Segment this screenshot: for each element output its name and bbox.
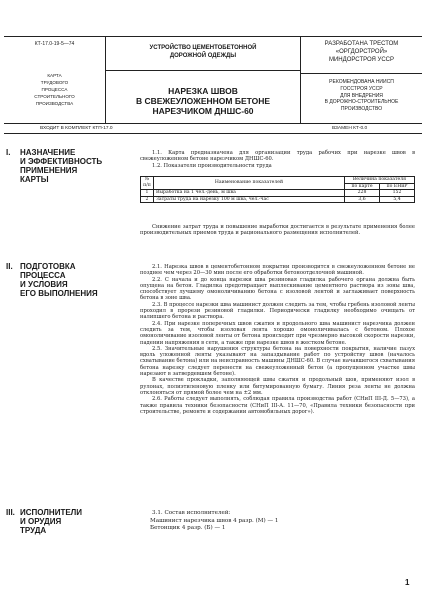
table-cell: Затраты труда на нарезку 100 м шва, чел.-час (154, 196, 345, 203)
category-line: УСТРОЙСТВО ЦЕМЕНТОБЕТОННОЙ (149, 45, 257, 51)
recommendation-line: В ДОРОЖНО-СТРОИТЕЛЬНОЕ (324, 99, 399, 106)
section-number: III. (6, 508, 15, 517)
recommendation-label (301, 79, 422, 113)
paragraph: 2.4. При нарезке поперечных швов сжатия и продольного шва машинист нарезчика должен следить за тем, чтобы изоловая лента хорошо омоноличивалась с бетоном. Плохое омоноличивание изоловой ленты от бетона происходит при чрезмерно высокой скорости нарезки, падении напряжения в сети, а также при нарезке швов в жестком бетоне. (140, 320, 415, 346)
paragraph: 3.1. Состав исполнителей: (152, 510, 231, 516)
developer-line: РАЗРАБОТАНА ТРЕСТОМ (324, 41, 399, 47)
replaces-label: ВЗАМЕН КТ-0.0 (332, 126, 368, 131)
table-header-no: № п/п (141, 177, 154, 190)
section-number: II. (6, 262, 13, 271)
paragraph: Снижение затрат труда и повышение выработки достигается в результате применения более производительных приемов труда и рационального размещения исполнителей. (140, 224, 415, 237)
section-title-line: И УСЛОВИЯ (20, 280, 68, 289)
table-header-name: Наименование показателей (154, 177, 345, 190)
section-title-line: И ОРУДИЯ (20, 517, 62, 526)
section-title-line: КАРТЫ (20, 175, 49, 184)
kit-label: ВХОДИТ В КОМПЛЕКТ КТП-17.0 (40, 126, 113, 131)
recommendation-line: ДЛЯ ВНЕДРЕНИЯ (340, 92, 383, 99)
card-title (106, 86, 300, 116)
kit-rule (4, 133, 422, 134)
developer-line: «ОРГДОРСТРОЙ» (335, 49, 388, 55)
card-type-line: ТРУДОВОГО (40, 80, 69, 85)
section-title-line: ЕГО ВЫПОЛНЕНИЯ (20, 289, 98, 298)
table-cell: 1 (141, 190, 154, 197)
section-heading (6, 508, 126, 535)
developer-line: МИНДОРСТРОЯ УССР (329, 57, 394, 63)
paragraph: В качестве прокладки, заполняющей швы сжатия и продольный шов, применяют изол в рулонах, полиэтиленовую пленку или битумированную бумагу. Линия реза ленты не должна отклоняться от прямой более чем на ±2 мм. (140, 377, 415, 396)
table-cell: 228 (345, 190, 380, 197)
recommendation-line: ГОССТРОЯ УССР (340, 85, 383, 92)
card-type-line: ПРОИЗВОДСТВА (35, 101, 74, 106)
title-line: НАРЕЗЧИКОМ ДНШС-60 (152, 106, 254, 116)
table-row (141, 190, 415, 197)
paragraph: 2.1. Нарезка швов в цементобетонном покрытии производится в свежеуложенном бетоне не позднее чем через 20—30 мин после его обработки бетоноотделочной машиной. (140, 264, 415, 277)
paragraph: 2.3. В процессе нарезки шва машинист должен следить за тем, чтобы гребень изоловой ленты проходил в прорези резиновой гладилки. Периодически гладилку необходимо очищать от налипшего бетона и раствора. (140, 301, 415, 321)
section-title-line: ПОДГОТОВКА (20, 262, 76, 271)
section-title-line: И ЭФФЕКТИВНОСТЬ (20, 157, 103, 166)
header-top-rule (4, 36, 422, 37)
section-closing (140, 224, 415, 237)
performance-table (140, 176, 415, 203)
table-cell: Выработка на 1 чел.-день, м шва (154, 190, 345, 197)
section-title-line: ТРУДА (20, 526, 47, 535)
section-title-line: ПРОЦЕССА (20, 271, 66, 280)
table-header-values: Величина показателя (345, 177, 415, 184)
paragraph: 2.6. Работы следует выполнять, соблюдая правила производства работ (СНиП III-Д. 5—73), а также правила техники безопасности (СНиП III-А. 11—70, «Правила техники безопасности при строительстве, ремонте и содержании автомобильных дорог»). (140, 396, 415, 415)
section-body (140, 150, 415, 169)
section-title-line: НАЗНАЧЕНИЕ (20, 148, 76, 157)
page-number: 1 (405, 578, 410, 587)
paragraph: 1.2. Показатели производительности труда (152, 162, 272, 169)
card-type-line: ПРОЦЕССА (41, 87, 68, 92)
table-cell: 2 (141, 196, 154, 203)
table-cell: 3,6 (345, 196, 380, 203)
table-cell: 5,4 (380, 196, 415, 203)
card-type-line: СТРОИТЕЛЬНОГО (34, 94, 75, 99)
developer-label (301, 40, 422, 64)
table-row (141, 196, 415, 203)
title-line: НАРЕЗКА ШВОВ (168, 86, 238, 96)
category-label (106, 44, 300, 60)
header-mid-rule (105, 70, 301, 71)
table-header-card: по карте (345, 183, 380, 190)
section-number: I. (6, 148, 11, 157)
paragraph: Машинист нарезчика швов 4 разр. (М) — 1 (150, 517, 279, 524)
paragraph: 2.5. Значительные нарушения структуры бетона на поверхности покрытия, наличие пазух вдоль уложенной ленты указывают на запаздывание работ по устройству швов (началось схватывание бетона) или на неисправность машины ДНШС-60. В случае начавшегося схватывания бетона нарезку следует перенести на свежеуложенный бетон (а пропущенном участке швы нарезают в затвердевшем бетоне). (140, 345, 415, 378)
header-right-rule (300, 73, 422, 74)
section-title-line: ИСПОЛНИТЕЛИ (20, 508, 83, 517)
recommendation-line: РЕКОМЕНДОВАНА НИИСП (329, 79, 394, 85)
section-body (140, 264, 415, 415)
section-body (140, 510, 415, 533)
paragraph: 2.2. С начала и до конца нарезки шва резиновая гладилка рабочего органа должна быть опущена на бетон. Гладилка предотвращает выплескивание цементного раствора из зоны шва, способствует лучшему омоноличиванию бетона с изоловой лентой и заглаживает поверхность бетона в зоне шва. (140, 276, 415, 302)
paragraph: 1.1. Карта предназначена для организации труда рабочих при нарезке швов в свежеуложенном бетоне нарезчиком ДНШС-60. (140, 150, 415, 163)
category-line: ДОРОЖНОЙ ОДЕЖДЫ (169, 53, 237, 59)
section-heading (6, 148, 126, 184)
paragraph: Бетонщик 4 разр. (Б) — 1 (150, 525, 226, 531)
recommendation-line: ПРОИЗВОДСТВО (340, 106, 383, 113)
card-code: КТ-17.0-19-5—74 (34, 41, 75, 47)
table-header-enir: по ЕНиР (380, 183, 415, 190)
header-bottom-rule (4, 123, 422, 124)
table-cell: 152 (380, 190, 415, 197)
card-type-line: КАРТА (47, 73, 62, 78)
section-title-line: ПРИМЕНЕНИЯ (20, 166, 78, 175)
section-heading (6, 262, 126, 298)
card-type-label (4, 72, 105, 107)
title-line: В СВЕЖЕУЛОЖЕННОМ БЕТОНЕ (135, 96, 271, 106)
